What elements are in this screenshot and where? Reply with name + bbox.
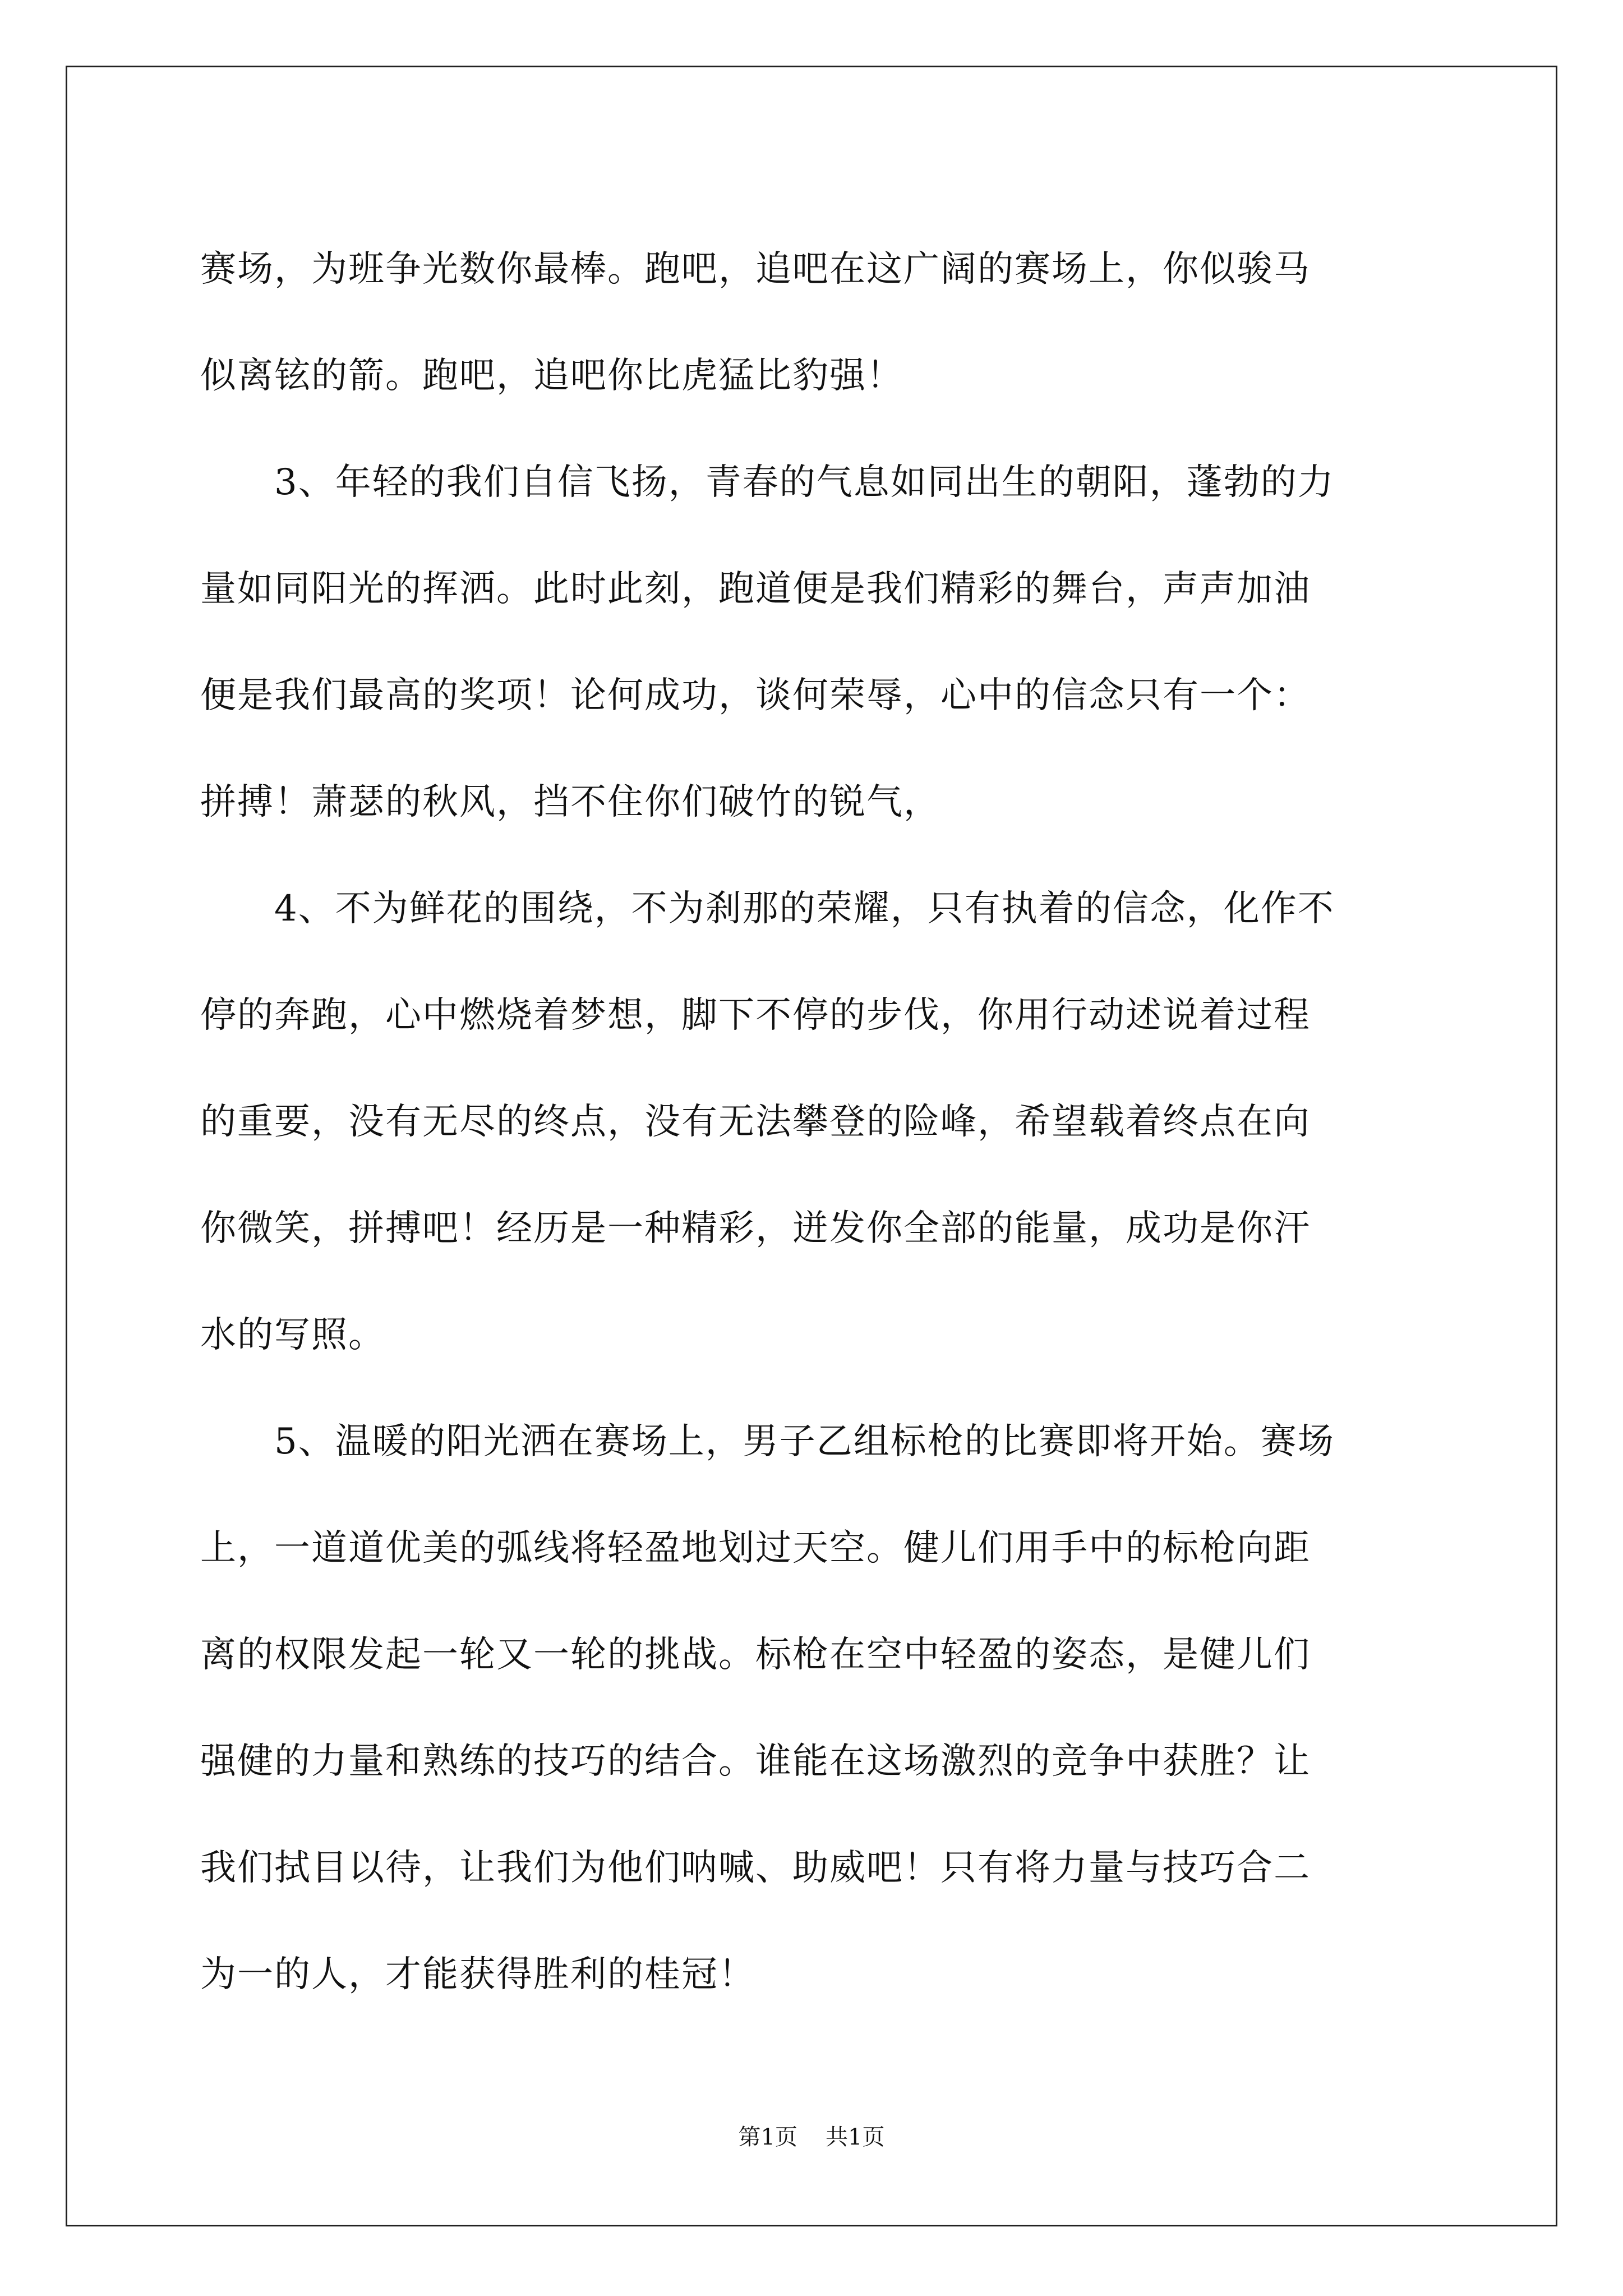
text-line: 似离铉的箭。跑吧，追吧你比虎猛比豹强！ xyxy=(200,355,903,397)
text-line: 5、温暖的阳光洒在赛场上，男子乙组标枪的比赛即将开始。赛场 xyxy=(200,1421,1335,1462)
page-footer xyxy=(0,2119,1623,2151)
text-line: 4、不为鲜花的围绕，不为刹那的荣耀，只有执着的信念，化作不 xyxy=(200,888,1335,930)
paragraph-1 xyxy=(200,216,1423,429)
text-line: 3、年轻的我们自信飞扬，青春的气息如同出生的朝阳，蓬勃的力 xyxy=(200,462,1335,503)
text-line: 便是我们最高的奖项！论何成功，谈何荣辱，心中的信念只有一个： xyxy=(200,675,1311,716)
text-line: 离的权限发起一轮又一轮的挑战。标枪在空中轻盈的姿态，是健儿们 xyxy=(200,1634,1311,1676)
text-line: 水的写照。 xyxy=(200,1314,385,1356)
text-line: 强健的力量和熟练的技巧的结合。谁能在这场激烈的竞争中获胜？让 xyxy=(200,1741,1311,1782)
text-line: 为一的人，才能获得胜利的桂冠！ xyxy=(200,1954,755,1995)
document-body xyxy=(200,216,1423,2028)
text-line: 的重要，没有无尽的终点，没有无法攀登的险峰，希望载着终点在向 xyxy=(200,1101,1311,1143)
text-line: 赛场，为班争光数你最棒。跑吧，追吧在这广阔的赛场上，你似骏马 xyxy=(200,249,1311,290)
text-line: 拼搏！萧瑟的秋风，挡不住你们破竹的锐气， xyxy=(200,781,940,823)
paragraph-4 xyxy=(200,1388,1423,2028)
text-line: 你微笑，拼搏吧！经历是一种精彩，迸发你全部的能量，成功是你汗 xyxy=(200,1208,1311,1249)
paragraph-3 xyxy=(200,855,1423,1388)
text-line: 停的奔跑，心中燃烧着梦想，脚下不停的步伐，你用行动述说着过程 xyxy=(200,995,1311,1036)
paragraph-2 xyxy=(200,429,1423,855)
page-total: 共1页 xyxy=(826,2124,885,2150)
text-line: 上，一道道优美的弧线将轻盈地划过天空。健儿们用手中的标枪向距 xyxy=(200,1527,1311,1569)
page-number: 第1页 xyxy=(738,2124,797,2150)
text-line: 量如同阳光的挥洒。此时此刻，跑道便是我们精彩的舞台，声声加油 xyxy=(200,568,1311,610)
text-line: 我们拭目以待，让我们为他们呐喊、助威吧！只有将力量与技巧合二 xyxy=(200,1847,1311,1889)
